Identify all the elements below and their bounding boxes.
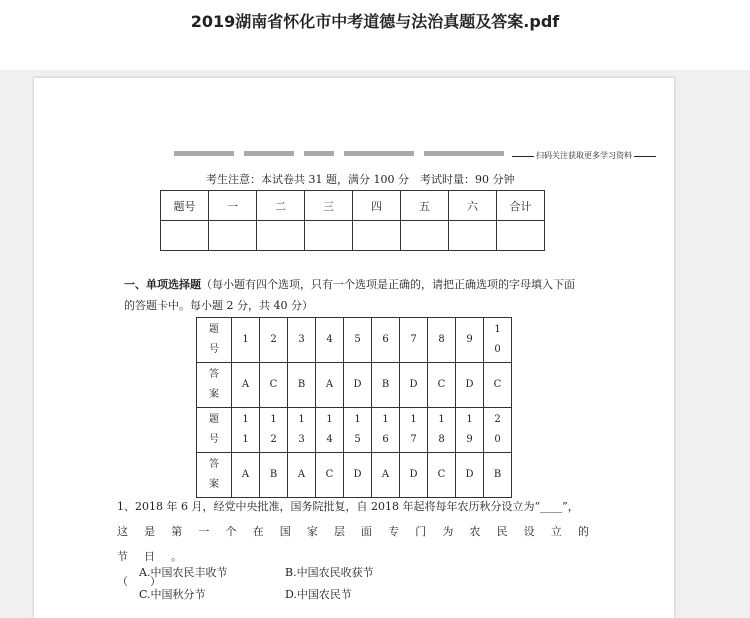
score-header-cell: 三 bbox=[305, 191, 353, 221]
score-header-cell: 二 bbox=[257, 191, 305, 221]
answer-table-cell: D bbox=[344, 453, 372, 498]
answer-table-cell: 题 号 bbox=[197, 318, 232, 363]
answer-table-cell: B bbox=[260, 453, 288, 498]
answer-table-cell: 1 bbox=[232, 318, 260, 363]
answer-table-cell: D bbox=[400, 453, 428, 498]
answer-table-row bbox=[197, 363, 512, 408]
answer-table-cell: C bbox=[428, 363, 456, 408]
question-1-line2: 这是第一个在国家层面专门为农民设立的节日。 bbox=[117, 525, 605, 563]
score-header-cell: 题号 bbox=[161, 191, 209, 221]
answer-table-row bbox=[197, 318, 512, 363]
score-cell bbox=[353, 221, 401, 251]
answer-table-cell: A bbox=[288, 453, 316, 498]
answer-table-cell: 题 号 bbox=[197, 408, 232, 453]
score-cell bbox=[449, 221, 497, 251]
answer-table-cell: 7 bbox=[400, 318, 428, 363]
answer-table-cell: 1 2 bbox=[260, 408, 288, 453]
answer-table-row bbox=[197, 408, 512, 453]
answer-table-cell: 答 案 bbox=[197, 453, 232, 498]
answer-table-cell: 2 0 bbox=[484, 408, 512, 453]
answer-table-cell: D bbox=[400, 363, 428, 408]
answer-table-cell: A bbox=[372, 453, 400, 498]
pdf-page[interactable] bbox=[34, 78, 674, 618]
exam-notice: 考生注意：本试卷共 31 题，满分 100 分 考试时量：90 分钟 bbox=[206, 173, 515, 186]
answer-table-cell: A bbox=[316, 363, 344, 408]
answer-table-cell: C bbox=[484, 363, 512, 408]
answer-table-cell: 答 案 bbox=[197, 363, 232, 408]
answer-table-cell: B bbox=[288, 363, 316, 408]
score-table bbox=[160, 190, 545, 251]
header-blurred-text bbox=[174, 144, 544, 156]
answer-table-cell: 1 7 bbox=[400, 408, 428, 453]
score-cell bbox=[257, 221, 305, 251]
answer-table-cell: 1 0 bbox=[484, 318, 512, 363]
header-note: 扫码关注获取更多学习资料 bbox=[512, 150, 656, 161]
option-d: D.中国农民节 bbox=[285, 588, 352, 601]
answer-table-cell: B bbox=[484, 453, 512, 498]
question-1-options bbox=[139, 562, 431, 606]
answer-table-cell: C bbox=[428, 453, 456, 498]
answer-table-cell: A bbox=[232, 363, 260, 408]
score-header-cell: 四 bbox=[353, 191, 401, 221]
score-cell bbox=[209, 221, 257, 251]
score-header-cell: 六 bbox=[449, 191, 497, 221]
answer-table-cell: 2 bbox=[260, 318, 288, 363]
answer-table-cell: 1 9 bbox=[456, 408, 484, 453]
score-cell bbox=[497, 221, 545, 251]
answer-table-cell: D bbox=[456, 363, 484, 408]
document-title: 2019湖南省怀化市中考道德与法治真题及答案.pdf bbox=[190, 12, 560, 31]
answer-table-cell: A bbox=[232, 453, 260, 498]
answer-table-cell: 4 bbox=[316, 318, 344, 363]
score-table-value-row bbox=[161, 221, 545, 251]
section-1-title: 一、单项选择题 bbox=[124, 278, 201, 291]
answer-table-cell: 9 bbox=[456, 318, 484, 363]
score-header-cell: 一 bbox=[209, 191, 257, 221]
question-1-line1: 1、2018 年 6 月，经党中央批准，国务院批复，自 2018 年起将每年农历秋分设立为“____”， bbox=[117, 500, 579, 513]
answer-table-cell: 8 bbox=[428, 318, 456, 363]
answer-table-cell: B bbox=[372, 363, 400, 408]
score-cell bbox=[401, 221, 449, 251]
answer-table-cell: C bbox=[316, 453, 344, 498]
score-header-cell: 合计 bbox=[497, 191, 545, 221]
option-c: C.中国秋分节 bbox=[139, 588, 206, 601]
section-1-heading bbox=[124, 274, 604, 316]
answer-table-cell: D bbox=[344, 363, 372, 408]
answer-table-cell: 1 5 bbox=[344, 408, 372, 453]
score-cell bbox=[161, 221, 209, 251]
answer-table-cell: 1 3 bbox=[288, 408, 316, 453]
document-title-bar bbox=[0, 0, 750, 70]
score-cell bbox=[305, 221, 353, 251]
section-1-instructions-cont: 的答题卡中。每小题 2 分，共 40 分） bbox=[124, 299, 313, 312]
answer-table-cell: 1 1 bbox=[232, 408, 260, 453]
option-a: A.中国农民丰收节 bbox=[139, 566, 228, 579]
option-b: B.中国农民收获节 bbox=[285, 566, 374, 579]
answer-table-cell: 1 8 bbox=[428, 408, 456, 453]
section-1-instructions: （每小题有四个选项，只有一个选项是正确的，请把正确选项的字母填入下面 bbox=[201, 278, 575, 291]
answer-table-cell: C bbox=[260, 363, 288, 408]
question-1-blank: （ ） bbox=[117, 575, 161, 588]
answer-table-row bbox=[197, 453, 512, 498]
answer-table-cell: D bbox=[456, 453, 484, 498]
answer-table-cell: 5 bbox=[344, 318, 372, 363]
answer-table-cell: 1 4 bbox=[316, 408, 344, 453]
score-header-cell: 五 bbox=[401, 191, 449, 221]
answer-table-cell: 3 bbox=[288, 318, 316, 363]
answer-card-table bbox=[196, 317, 512, 498]
answer-table-cell: 1 6 bbox=[372, 408, 400, 453]
score-table-header-row bbox=[161, 191, 545, 221]
answer-table-cell: 6 bbox=[372, 318, 400, 363]
